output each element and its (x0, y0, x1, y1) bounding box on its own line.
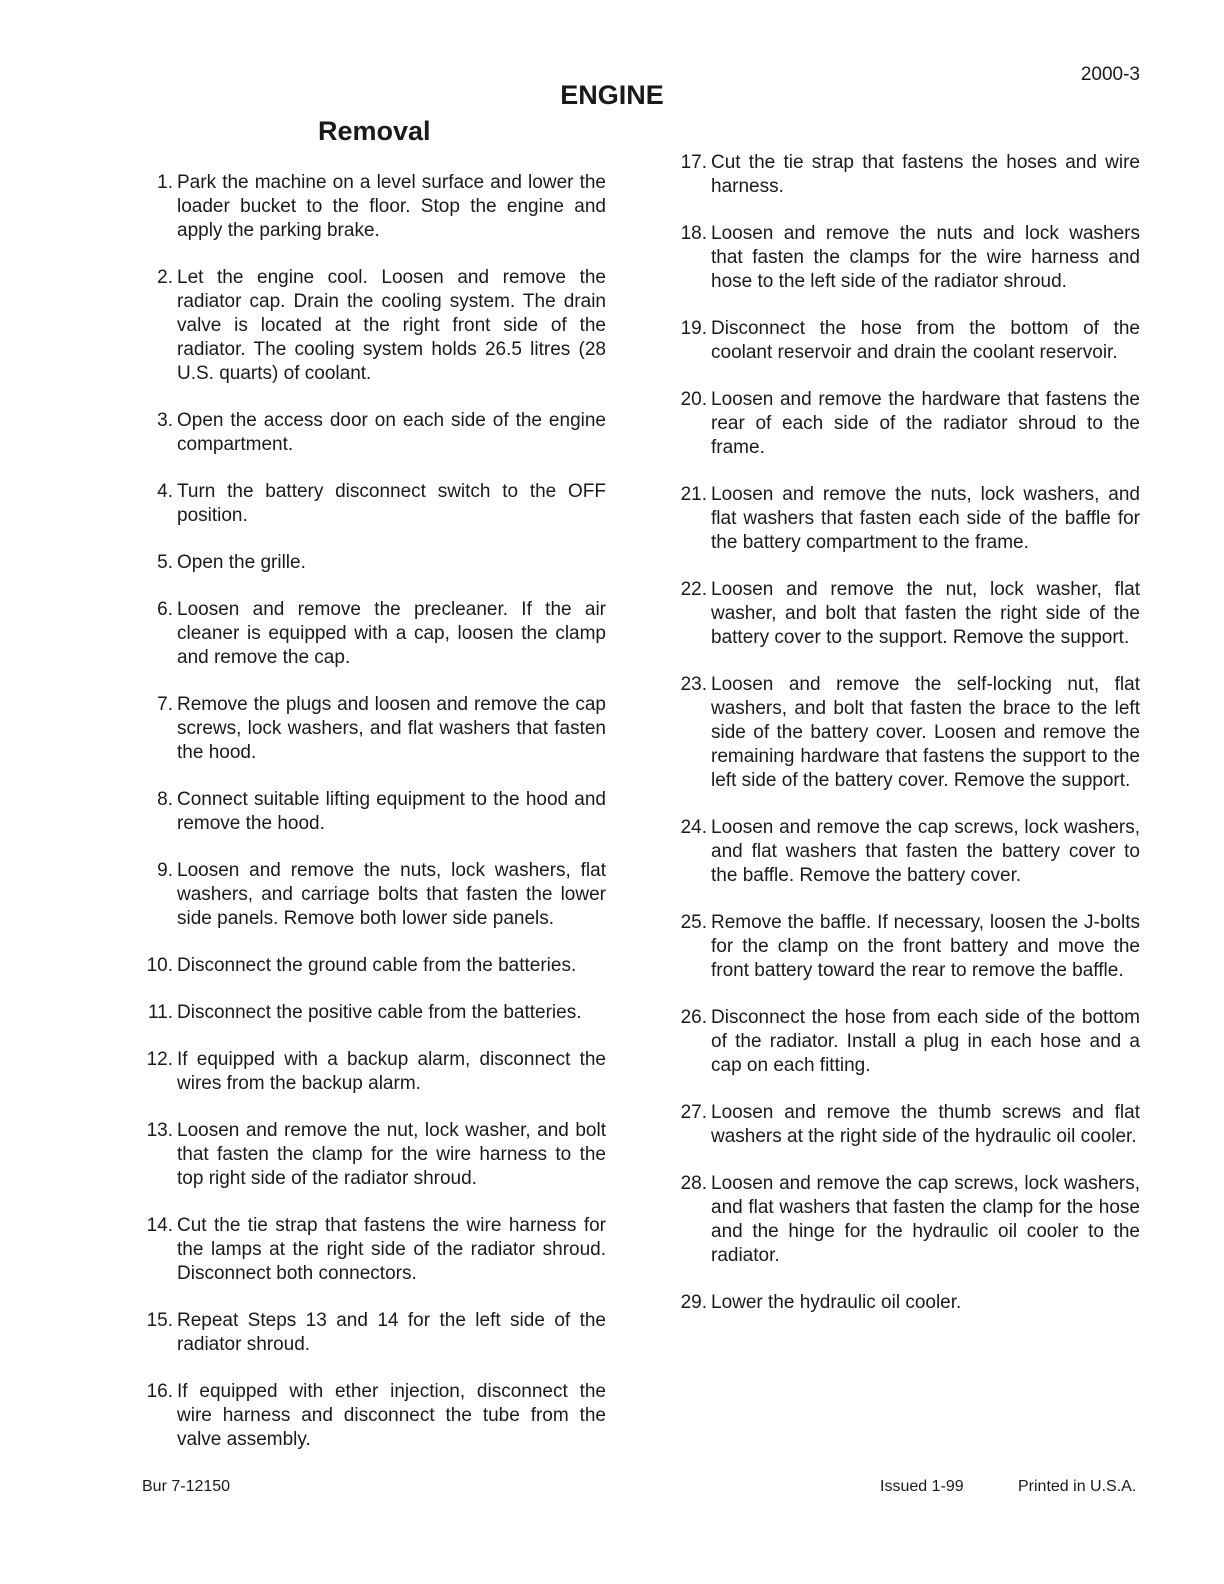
step-text: Remove the plugs and loosen and remove the cap screws, lock washers, and flat washers that fasten the hood. (177, 694, 606, 763)
step-number: 26. (680, 1007, 707, 1028)
step-text: Park the machine on a level surface and lower the loader bucket to the floor. Stop the engine and apply the parking brake. (177, 172, 606, 241)
footer-printed: Printed in U.S.A. (1018, 1478, 1137, 1495)
step-25 (670, 911, 1140, 983)
step-20 (670, 388, 1140, 460)
step-18 (670, 222, 1140, 294)
step-text: Disconnect the hose from the bottom of the coolant reservoir and drain the coolant reservoir. (711, 318, 1140, 363)
step-number: 23. (680, 674, 707, 695)
step-number: 9. (157, 860, 173, 881)
step-number: 11. (147, 1002, 173, 1023)
step-15 (136, 1309, 606, 1357)
step-text: Loosen and remove the thumb screws and flat washers at the right side of the hydraulic oil cooler. (711, 1102, 1140, 1147)
step-number: 20. (680, 389, 707, 410)
step-number: 1. (157, 172, 173, 193)
step-number: 18. (680, 223, 707, 244)
step-number: 15. (146, 1310, 173, 1331)
step-number: 10. (146, 955, 173, 976)
step-number: 17. (680, 152, 707, 173)
step-text: Disconnect the ground cable from the batteries. (177, 955, 577, 976)
step-text: Connect suitable lifting equipment to the hood and remove the hood. (177, 789, 606, 834)
page-number: 2000-3 (1080, 64, 1140, 85)
step-text: Cut the tie strap that fastens the wire harness for the lamps at the right side of the radiator shroud. Disconnect both connectors. (177, 1215, 606, 1284)
step-14 (136, 1214, 606, 1286)
step-17 (670, 151, 1140, 199)
step-10 (136, 954, 606, 978)
steps-right-column (670, 151, 1140, 1338)
step-text: If equipped with ether injection, disconnect the wire harness and disconnect the tube from the valve assembly. (177, 1381, 606, 1450)
step-number: 7. (157, 694, 173, 715)
section-title: Removal (318, 116, 431, 146)
step-number: 14. (146, 1215, 173, 1236)
page-title: ENGINE (560, 80, 664, 110)
step-number: 22. (680, 579, 707, 600)
step-2 (136, 266, 606, 386)
step-text: Loosen and remove the cap screws, lock washers, and flat washers that fasten the clamp for the hose and the hinge for the hydraulic oil cooler to the radiator. (711, 1173, 1140, 1266)
step-16 (136, 1380, 606, 1452)
step-number: 28. (680, 1173, 707, 1194)
step-number: 8. (157, 789, 173, 810)
step-number: 21. (680, 484, 707, 505)
step-1 (136, 171, 606, 243)
step-text: Open the grille. (177, 552, 306, 573)
step-29 (670, 1291, 1140, 1315)
step-text: Loosen and remove the nut, lock washer, flat washer, and bolt that fasten the right side of the battery cover to the support. Remove the support. (711, 579, 1140, 648)
step-number: 4. (157, 481, 173, 502)
step-4 (136, 480, 606, 528)
step-text: Disconnect the positive cable from the batteries. (177, 1002, 582, 1023)
step-text: Lower the hydraulic oil cooler. (711, 1292, 962, 1313)
step-number: 16. (146, 1381, 173, 1402)
step-text: Loosen and remove the hardware that fastens the rear of each side of the radiator shroud to the frame. (711, 389, 1140, 458)
step-text: Turn the battery disconnect switch to the OFF position. (177, 481, 606, 526)
step-number: 6. (157, 599, 173, 620)
step-26 (670, 1006, 1140, 1078)
step-22 (670, 578, 1140, 650)
step-text: Loosen and remove the cap screws, lock washers, and flat washers that fasten the battery cover to the baffle. Remove the battery cover. (711, 817, 1140, 886)
step-5 (136, 551, 606, 575)
step-text: Remove the baffle. If necessary, loosen the J-bolts for the clamp on the front battery and move the front battery toward the rear to remove the baffle. (711, 912, 1140, 981)
step-8 (136, 788, 606, 836)
step-number: 24. (680, 817, 707, 838)
step-text: Disconnect the hose from each side of the bottom of the radiator. Install a plug in each hose and a cap on each fitting. (711, 1007, 1140, 1076)
step-23 (670, 673, 1140, 793)
step-text: Loosen and remove the self-locking nut, flat washers, and bolt that fasten the brace to the left side of the battery cover. Loosen and remove the remaining hardware that fastens the support to the left side of the battery cover. Remove the support. (711, 674, 1140, 791)
step-number: 5. (157, 552, 173, 573)
step-27 (670, 1101, 1140, 1149)
step-number: 29. (680, 1292, 707, 1313)
step-number: 27. (680, 1102, 707, 1123)
step-text: Loosen and remove the nuts and lock washers that fasten the clamps for the wire harness and hose to the left side of the radiator shroud. (711, 223, 1140, 292)
step-text: Cut the tie strap that fastens the hoses and wire harness. (711, 152, 1140, 197)
step-text: Open the access door on each side of the engine compartment. (177, 410, 606, 455)
step-24 (670, 816, 1140, 888)
step-text: Loosen and remove the nuts, lock washers, flat washers, and carriage bolts that fasten the lower side panels. Remove both lower side panels. (177, 860, 606, 929)
step-number: 19. (680, 318, 707, 339)
step-number: 12. (146, 1049, 173, 1070)
step-text: Loosen and remove the precleaner. If the air cleaner is equipped with a cap, loosen the clamp and remove the cap. (177, 599, 606, 668)
step-text: Loosen and remove the nut, lock washer, and bolt that fasten the clamp for the wire harness to the top right side of the radiator shroud. (177, 1120, 606, 1189)
step-7 (136, 693, 606, 765)
step-19 (670, 317, 1140, 365)
step-21 (670, 483, 1140, 555)
step-number: 25. (680, 912, 707, 933)
step-number: 13. (146, 1120, 173, 1141)
step-28 (670, 1172, 1140, 1268)
step-number: 2. (157, 267, 173, 288)
step-13 (136, 1119, 606, 1191)
step-text: Let the engine cool. Loosen and remove the radiator cap. Drain the cooling system. The drain valve is located at the right front side of the radiator. The cooling system holds 26.5 litres (28 U.S. quarts) of coolant. (177, 267, 606, 384)
step-number: 3. (157, 410, 173, 431)
step-text: Repeat Steps 13 and 14 for the left side of the radiator shroud. (177, 1310, 606, 1355)
footer-issued: Issued 1-99 (880, 1478, 964, 1495)
step-11 (136, 1001, 606, 1025)
step-9 (136, 859, 606, 931)
step-text: Loosen and remove the nuts, lock washers, and flat washers that fasten each side of the baffle for the battery compartment to the frame. (711, 484, 1140, 553)
step-3 (136, 409, 606, 457)
step-12 (136, 1048, 606, 1096)
step-text: If equipped with a backup alarm, disconnect the wires from the backup alarm. (177, 1049, 606, 1094)
step-6 (136, 598, 606, 670)
steps-left-column (136, 171, 606, 1475)
footer-doc-number: Bur 7-12150 (142, 1478, 231, 1495)
